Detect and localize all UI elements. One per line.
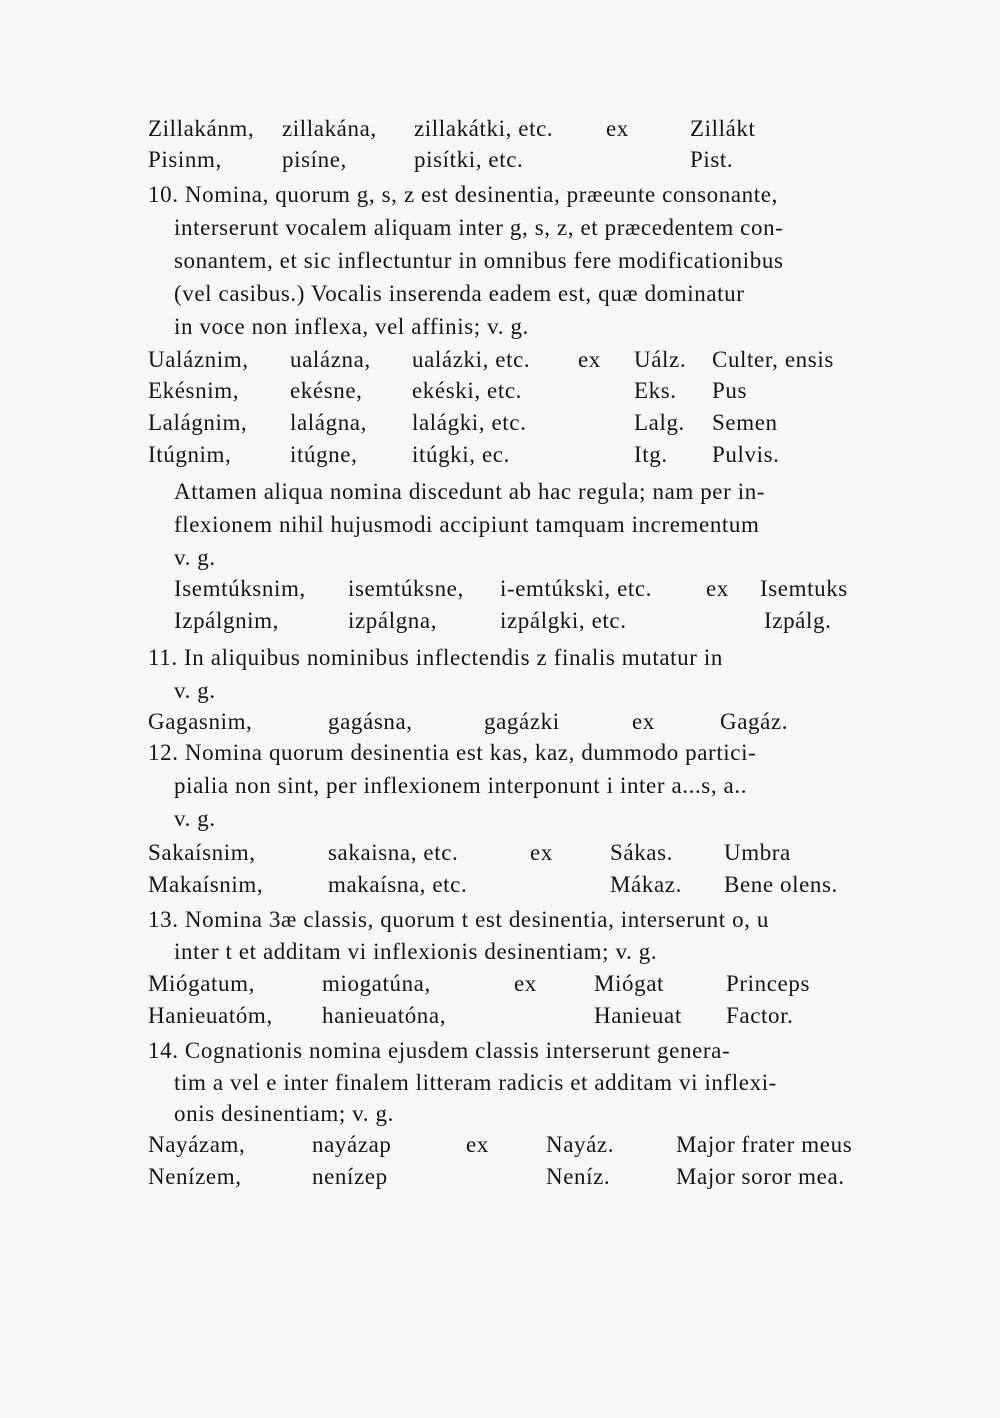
table-cell: ekésne,: [290, 378, 363, 403]
table-cell: Neníz.: [546, 1164, 611, 1189]
table-cell: Miógat: [594, 971, 665, 996]
table-cell: gagásna,: [328, 709, 413, 734]
text-line: 10. Nomina, quorum g, s, z est desinentia, præeunte consonante,: [148, 182, 778, 207]
table-cell: nenízep: [312, 1164, 388, 1189]
table-cell: lalágna,: [290, 410, 367, 435]
table-cell: Pist.: [690, 147, 734, 172]
table-cell: hanieuatóna,: [322, 1003, 447, 1028]
text-line: v. g.: [174, 806, 216, 831]
table-cell: ex: [632, 709, 655, 734]
text-line: 11. In aliquibus nominibus inflectendis z finalis mutatur in: [148, 645, 723, 670]
text-line: sonantem, et sic inflectuntur in omnibus fere modificationibus: [174, 248, 784, 273]
table-cell: Factor.: [726, 1003, 794, 1028]
table-cell: zillakátki, etc.: [414, 116, 554, 141]
table-cell: nayázap: [312, 1132, 392, 1157]
table-cell: Major soror mea.: [676, 1164, 845, 1189]
table-cell: Semen: [712, 410, 778, 435]
table-cell: Lalg.: [634, 410, 685, 435]
table-cell: Zillákt: [690, 116, 756, 141]
text-line: inter t et additam vi inflexionis desinentiam; v. g.: [174, 939, 658, 964]
text-line: flexionem nihil hujusmodi accipiunt tamquam incrementum: [174, 512, 760, 537]
table-cell: Izpálgnim,: [174, 608, 279, 633]
table-cell: Princeps: [726, 971, 811, 996]
table-cell: Umbra: [724, 840, 791, 865]
text-line: pialia non sint, per inflexionem interponunt i inter a...s, a..: [174, 773, 748, 798]
table-cell: izpálgna,: [348, 608, 438, 633]
table-cell: Lalágnim,: [148, 410, 248, 435]
table-cell: sakaisna, etc.: [328, 840, 459, 865]
table-cell: Izpálg.: [764, 608, 832, 633]
table-cell: Uálz.: [634, 347, 687, 372]
table-cell: Pisinm,: [148, 147, 222, 172]
text-line: (vel casibus.) Vocalis inserenda eadem est, quæ dominatur: [174, 281, 745, 306]
table-cell: Gagasnim,: [148, 709, 253, 734]
table-cell: zillakána,: [282, 116, 377, 141]
table-cell: Hanieuatóm,: [148, 1003, 273, 1028]
table-cell: Ualáznim,: [148, 347, 249, 372]
text-line: 13. Nomina 3æ classis, quorum t est desinentia, interserunt o, u: [148, 907, 769, 932]
table-cell: Pulvis.: [712, 442, 780, 467]
table-cell: Itúgnim,: [148, 442, 232, 467]
table-cell: ex: [578, 347, 601, 372]
text-line: onis desinentiam; v. g.: [174, 1101, 394, 1126]
table-cell: Culter, ensis: [712, 347, 834, 372]
table-cell: isemtúksne,: [348, 576, 464, 601]
table-cell: Nayázam,: [148, 1132, 246, 1157]
table-cell: Bene olens.: [724, 872, 838, 897]
table-cell: Gagáz.: [720, 709, 789, 734]
table-cell: ex: [466, 1132, 489, 1157]
table-cell: Nenízem,: [148, 1164, 242, 1189]
table-cell: makaísna, etc.: [328, 872, 468, 897]
table-cell: ualázki, etc.: [412, 347, 531, 372]
table-cell: Nayáz.: [546, 1132, 615, 1157]
table-cell: Miógatum,: [148, 971, 255, 996]
text-line: in voce non inflexa, vel affinis; v. g.: [174, 314, 529, 339]
table-cell: gagázki: [484, 709, 560, 734]
table-cell: Eks.: [634, 378, 677, 403]
table-cell: ex: [606, 116, 629, 141]
table-cell: ex: [514, 971, 537, 996]
table-cell: Ekésnim,: [148, 378, 240, 403]
table-cell: Sakaísnim,: [148, 840, 256, 865]
table-cell: ex: [530, 840, 553, 865]
table-cell: Zillakánm,: [148, 116, 255, 141]
table-cell: Hanieuat: [594, 1003, 682, 1028]
table-cell: ex: [706, 576, 729, 601]
text-line: v. g.: [174, 678, 216, 703]
text-line: v. g.: [174, 545, 216, 570]
text-line: Attamen aliqua nomina discedunt ab hac regula; nam per in-: [174, 479, 766, 504]
table-cell: ekéski, etc.: [412, 378, 523, 403]
table-cell: Sákas.: [610, 840, 674, 865]
text-line: interserunt vocalem aliquam inter g, s, z, et præcedentem con-: [174, 215, 784, 240]
table-cell: lalágki, etc.: [412, 410, 527, 435]
table-cell: Major frater meus: [676, 1132, 853, 1157]
text-line: 14. Cognationis nomina ejusdem classis interserunt genera-: [148, 1038, 731, 1063]
table-cell: izpálgki, etc.: [500, 608, 627, 633]
text-line: 12. Nomina quorum desinentia est kas, kaz, dummodo partici-: [148, 740, 757, 765]
table-cell: pisítki, etc.: [414, 147, 524, 172]
table-cell: Makaísnim,: [148, 872, 264, 897]
table-cell: itúgki, ec.: [412, 442, 510, 467]
table-cell: Mákaz.: [610, 872, 682, 897]
table-cell: pisíne,: [282, 147, 347, 172]
text-line: tim a vel e inter finalem litteram radicis et additam vi inflexi-: [174, 1070, 777, 1095]
table-cell: miogatúna,: [322, 971, 431, 996]
table-cell: Isemtuks: [760, 576, 848, 601]
table-cell: Pus: [712, 378, 748, 403]
table-cell: i-emtúkski, etc.: [500, 576, 653, 601]
table-cell: ualázna,: [290, 347, 371, 372]
table-cell: Isemtúksnim,: [174, 576, 306, 601]
table-cell: itúgne,: [290, 442, 358, 467]
table-cell: Itg.: [634, 442, 668, 467]
